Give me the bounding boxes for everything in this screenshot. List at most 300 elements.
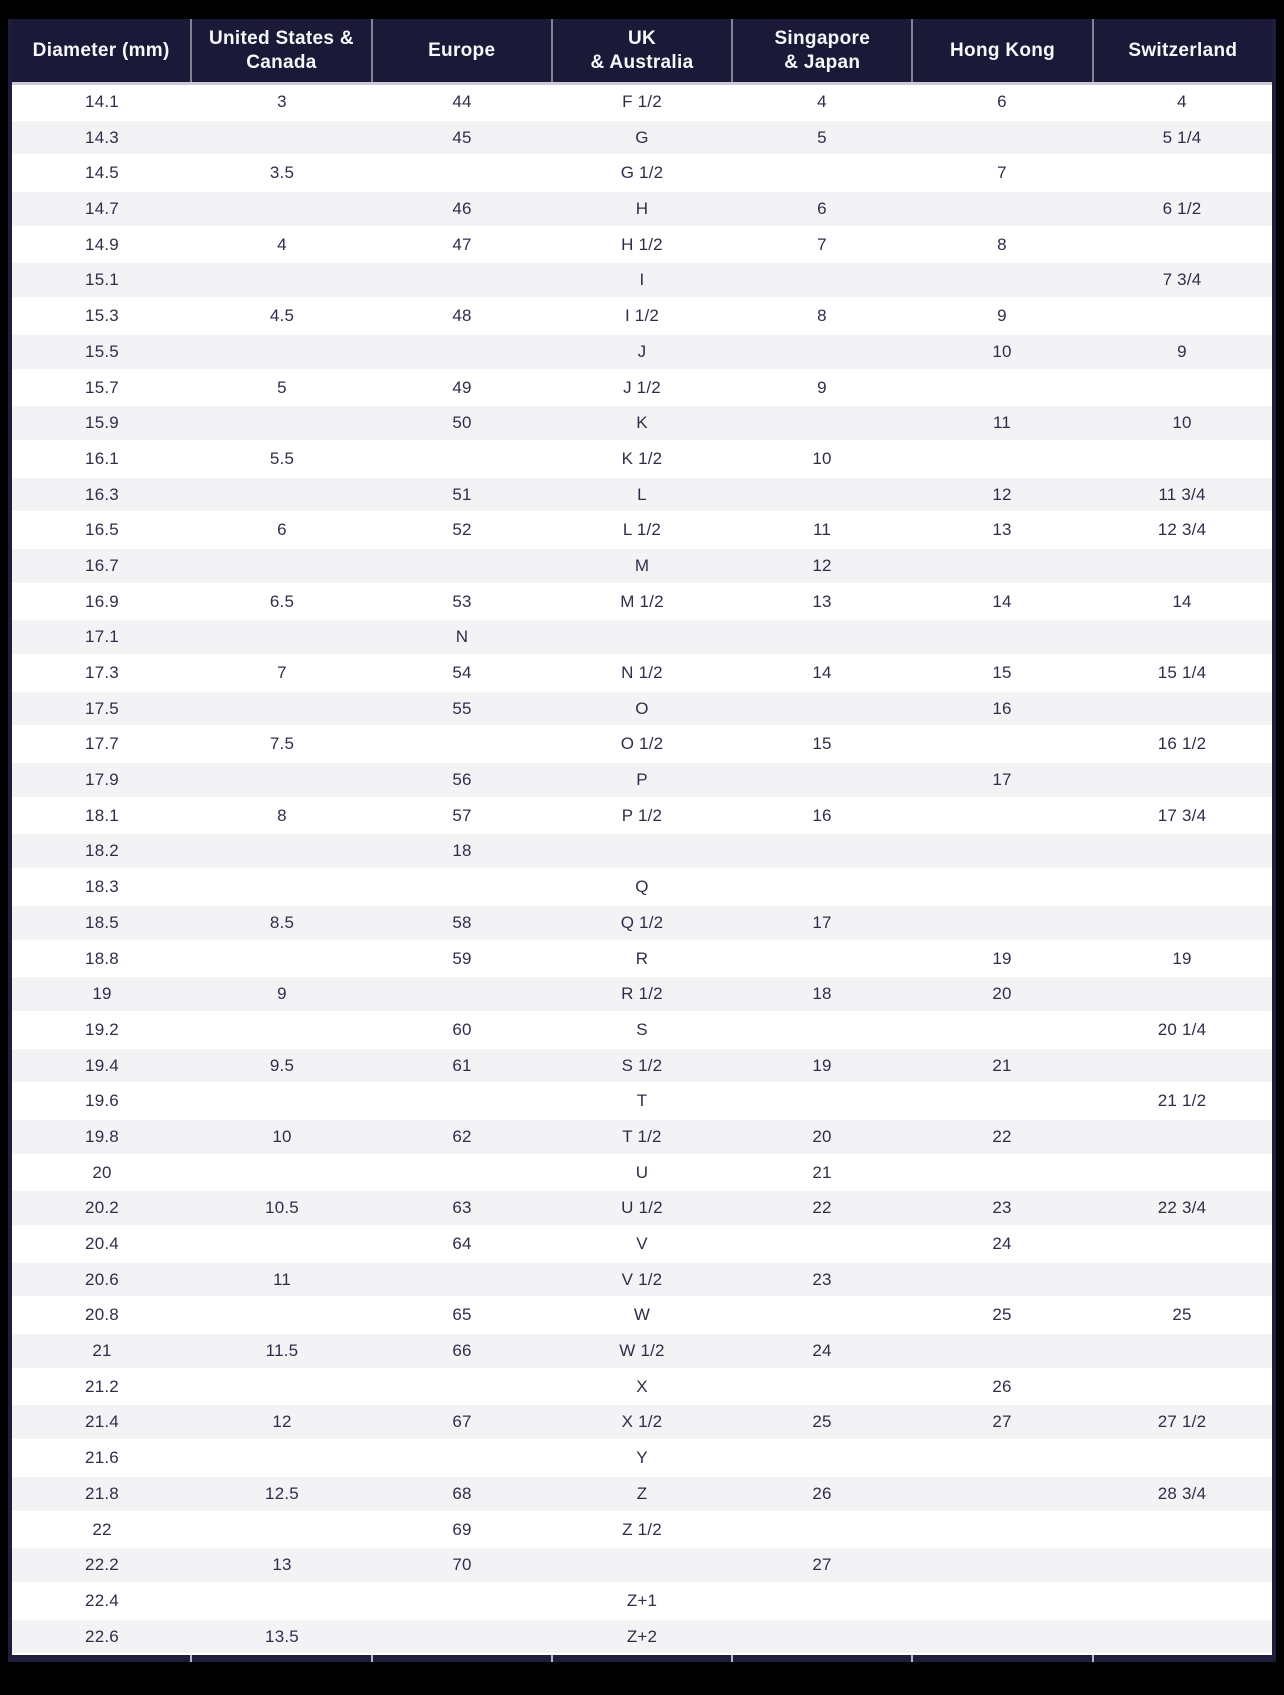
table-cell (912, 1156, 1092, 1190)
table-cell: 18.5 (12, 906, 192, 940)
table-cell: Q 1/2 (552, 906, 732, 940)
table-row (12, 549, 1272, 585)
table-cell (1092, 1584, 1272, 1618)
table-cell: 4 (1092, 85, 1272, 119)
table-cell: 10 (192, 1120, 372, 1154)
table-cell: W (552, 1298, 732, 1332)
table-cell: 13 (732, 585, 912, 619)
table-cell: 20.2 (12, 1191, 192, 1225)
table-cell (912, 1441, 1092, 1475)
table-cell: 45 (372, 121, 552, 155)
table-header-row (12, 19, 1272, 85)
table-cell (1092, 692, 1272, 726)
table-cell: 7 (912, 156, 1092, 190)
table-cell (372, 156, 552, 190)
table-cell (1092, 977, 1272, 1011)
table-cell: 17.9 (12, 763, 192, 797)
table-cell: X (552, 1370, 732, 1404)
table-cell: 6 (912, 85, 1092, 119)
table-cell (372, 870, 552, 904)
table-row (12, 1620, 1272, 1656)
table-cell (372, 263, 552, 297)
table-cell: 8.5 (192, 906, 372, 940)
table-cell: 16.1 (12, 442, 192, 476)
table-row (12, 620, 1272, 656)
header-cell-hong-kong (911, 19, 1091, 82)
table-cell: 19 (12, 977, 192, 1011)
table-cell: 27 1/2 (1092, 1405, 1272, 1439)
table-cell (192, 406, 372, 440)
table-cell: 49 (372, 371, 552, 405)
table-cell: 67 (372, 1405, 552, 1439)
table-cell: 11 (912, 406, 1092, 440)
table-cell (912, 1084, 1092, 1118)
table-cell (1092, 156, 1272, 190)
table-row (12, 1513, 1272, 1549)
table-cell: 20 1/4 (1092, 1013, 1272, 1047)
table-cell: W 1/2 (552, 1334, 732, 1368)
table-cell: 19.8 (12, 1120, 192, 1154)
table-cell: 20.4 (12, 1227, 192, 1261)
table-cell (192, 1013, 372, 1047)
table-cell: S (552, 1013, 732, 1047)
table-cell: 25 (1092, 1298, 1272, 1332)
table-row (12, 228, 1272, 264)
table-cell: 20.6 (12, 1263, 192, 1297)
table-cell: 9.5 (192, 1049, 372, 1083)
table-cell: 22 (12, 1513, 192, 1547)
table-cell: 59 (372, 942, 552, 976)
table-cell: 21 (732, 1156, 912, 1190)
table-cell: 18 (372, 834, 552, 868)
table-cell: 7 (732, 228, 912, 262)
table-cell: T (552, 1084, 732, 1118)
table-cell: 23 (912, 1191, 1092, 1225)
table-cell (372, 1156, 552, 1190)
table-cell: 8 (732, 299, 912, 333)
table-cell (1092, 1620, 1272, 1654)
table-cell: 55 (372, 692, 552, 726)
table-cell: 68 (372, 1477, 552, 1511)
table-cell (372, 1370, 552, 1404)
table-cell: 27 (732, 1548, 912, 1582)
table-cell (912, 1263, 1092, 1297)
header-cell-switzerland (1092, 19, 1272, 82)
table-cell: L 1/2 (552, 513, 732, 547)
table-cell (552, 834, 732, 868)
table-cell (732, 1620, 912, 1654)
table-cell: N (372, 620, 552, 654)
bottom-border-segment (553, 1655, 731, 1662)
table-row (12, 478, 1272, 514)
table-cell (912, 121, 1092, 155)
table-cell (1092, 834, 1272, 868)
table-cell: H (552, 192, 732, 226)
table-cell: 12.5 (192, 1477, 372, 1511)
table-row (12, 1370, 1272, 1406)
table-cell: 7 3/4 (1092, 263, 1272, 297)
table-row (12, 942, 1272, 978)
table-cell: 15.5 (12, 335, 192, 369)
table-cell: 17.5 (12, 692, 192, 726)
table-cell (552, 620, 732, 654)
table-cell (372, 727, 552, 761)
table-cell: 15 (732, 727, 912, 761)
table-cell: 8 (912, 228, 1092, 262)
table-cell: 54 (372, 656, 552, 690)
table-cell: O 1/2 (552, 727, 732, 761)
table-row (12, 1263, 1272, 1299)
table-row (12, 263, 1272, 299)
table-cell: 19 (732, 1049, 912, 1083)
table-cell: 21 (12, 1334, 192, 1368)
table-cell: 3.5 (192, 156, 372, 190)
table-row (12, 1334, 1272, 1370)
table-cell: F 1/2 (552, 85, 732, 119)
table-cell (912, 263, 1092, 297)
table-cell (192, 263, 372, 297)
header-label-line: United States & (208, 28, 354, 50)
table-cell: 18.3 (12, 870, 192, 904)
table-row (12, 1441, 1272, 1477)
table-cell: 16.5 (12, 513, 192, 547)
table-cell (732, 1441, 912, 1475)
table-cell: 9 (1092, 335, 1272, 369)
table-cell: 63 (372, 1191, 552, 1225)
header-cell-united-states-canada (190, 19, 370, 82)
table-cell (192, 1370, 372, 1404)
table-cell (912, 799, 1092, 833)
table-cell: 61 (372, 1049, 552, 1083)
table-cell: 6 1/2 (1092, 192, 1272, 226)
table-cell: 20 (732, 1120, 912, 1154)
table-cell: 9 (192, 977, 372, 1011)
table-cell: 10 (1092, 406, 1272, 440)
table-cell (1092, 1049, 1272, 1083)
table-cell: 69 (372, 1513, 552, 1547)
table-row (12, 727, 1272, 763)
table-cell: 22.4 (12, 1584, 192, 1618)
table-cell (1092, 442, 1272, 476)
table-row (12, 1298, 1272, 1334)
table-cell: 56 (372, 763, 552, 797)
table-cell: 18.2 (12, 834, 192, 868)
table-row (12, 692, 1272, 728)
table-cell (192, 1513, 372, 1547)
table-cell: 15.3 (12, 299, 192, 333)
table-cell: P (552, 763, 732, 797)
table-cell: 65 (372, 1298, 552, 1332)
table-cell: 14.3 (12, 121, 192, 155)
table-cell (192, 1227, 372, 1261)
table-cell: 17 (912, 763, 1092, 797)
table-row (12, 371, 1272, 407)
bottom-border-segment (913, 1655, 1091, 1662)
table-row (12, 442, 1272, 478)
table-cell: 16 (912, 692, 1092, 726)
table-cell (1092, 1441, 1272, 1475)
table-cell: 7 (192, 656, 372, 690)
table-cell (912, 192, 1092, 226)
table-cell (1092, 1156, 1272, 1190)
table-row (12, 763, 1272, 799)
table-cell: 12 (192, 1405, 372, 1439)
table-cell: 12 (912, 478, 1092, 512)
table-cell: I (552, 263, 732, 297)
table-cell: 64 (372, 1227, 552, 1261)
table-cell (732, 1013, 912, 1047)
header-label-line: Diameter (mm) (32, 39, 170, 61)
table-cell: 19.4 (12, 1049, 192, 1083)
table-cell: R 1/2 (552, 977, 732, 1011)
table-cell: 13 (192, 1548, 372, 1582)
table-cell (732, 834, 912, 868)
table-cell (1092, 1227, 1272, 1261)
table-cell: 44 (372, 85, 552, 119)
table-cell (192, 942, 372, 976)
table-cell: 28 3/4 (1092, 1477, 1272, 1511)
table-cell: K (552, 406, 732, 440)
table-bottom-border (12, 1655, 1272, 1662)
table-cell: 48 (372, 299, 552, 333)
table-body (12, 85, 1272, 1655)
table-cell (732, 1370, 912, 1404)
header-label-line: Hong Kong (950, 39, 1056, 61)
table-cell: 66 (372, 1334, 552, 1368)
table-cell: 27 (912, 1405, 1092, 1439)
table-cell (1092, 371, 1272, 405)
table-cell: Q (552, 870, 732, 904)
header-label-line: Singapore (774, 28, 871, 50)
table-cell: 16.7 (12, 549, 192, 583)
table-cell: 17.3 (12, 656, 192, 690)
table-cell: 5 1/4 (1092, 121, 1272, 155)
table-row (12, 906, 1272, 942)
table-cell (732, 1584, 912, 1618)
table-row (12, 299, 1272, 335)
table-cell: 53 (372, 585, 552, 619)
table-cell: 9 (912, 299, 1092, 333)
bottom-border-segment (373, 1655, 551, 1662)
table-cell: Z+1 (552, 1584, 732, 1618)
header-cell-singapore-japan (731, 19, 911, 82)
table-row (12, 121, 1272, 157)
header-cell-europe (371, 19, 551, 82)
table-cell (372, 549, 552, 583)
table-row (12, 834, 1272, 870)
table-cell: 57 (372, 799, 552, 833)
table-cell (912, 442, 1092, 476)
table-row (12, 1049, 1272, 1085)
table-cell: M 1/2 (552, 585, 732, 619)
table-row (12, 585, 1272, 621)
table-cell (912, 620, 1092, 654)
table-cell (1092, 906, 1272, 940)
table-cell: 7.5 (192, 727, 372, 761)
bottom-border-segment (192, 1655, 370, 1662)
table-row (12, 1120, 1272, 1156)
table-cell: 22 3/4 (1092, 1191, 1272, 1225)
table-row (12, 1477, 1272, 1513)
header-label-line: UK (627, 28, 656, 50)
table-cell (192, 620, 372, 654)
table-cell: 22 (912, 1120, 1092, 1154)
table-cell (372, 335, 552, 369)
table-cell (732, 1227, 912, 1261)
table-cell: O (552, 692, 732, 726)
table-cell (192, 192, 372, 226)
table-cell: 21 1/2 (1092, 1084, 1272, 1118)
table-cell (192, 121, 372, 155)
table-cell: 51 (372, 478, 552, 512)
table-row (12, 1013, 1272, 1049)
table-cell (1092, 1370, 1272, 1404)
table-row (12, 870, 1272, 906)
table-cell: 4.5 (192, 299, 372, 333)
table-cell: 19.2 (12, 1013, 192, 1047)
table-row (12, 1191, 1272, 1227)
table-cell: 17 3/4 (1092, 799, 1272, 833)
table-cell: 19 (1092, 942, 1272, 976)
table-cell: 14 (732, 656, 912, 690)
table-cell: M (552, 549, 732, 583)
table-cell: 11.5 (192, 1334, 372, 1368)
table-row (12, 1227, 1272, 1263)
table-cell: 22 (732, 1191, 912, 1225)
table-cell: U (552, 1156, 732, 1190)
table-cell: Z (552, 1477, 732, 1511)
table-cell: 18.1 (12, 799, 192, 833)
table-cell: 10 (732, 442, 912, 476)
table-cell (732, 942, 912, 976)
table-cell (1092, 299, 1272, 333)
table-cell (192, 1156, 372, 1190)
table-cell: 16.9 (12, 585, 192, 619)
table-row (12, 1084, 1272, 1120)
table-cell: 22.6 (12, 1620, 192, 1654)
table-cell: 26 (732, 1477, 912, 1511)
table-cell (912, 1584, 1092, 1618)
table-row (12, 513, 1272, 549)
table-cell: 24 (732, 1334, 912, 1368)
table-cell: 5 (192, 371, 372, 405)
table-cell (912, 1477, 1092, 1511)
table-cell (372, 1584, 552, 1618)
table-cell: 6.5 (192, 585, 372, 619)
table-cell: 17 (732, 906, 912, 940)
table-cell: P 1/2 (552, 799, 732, 833)
table-cell: 5 (732, 121, 912, 155)
table-cell: 15 1/4 (1092, 656, 1272, 690)
table-cell (372, 1084, 552, 1118)
table-cell: 14.7 (12, 192, 192, 226)
table-cell (732, 870, 912, 904)
table-cell (732, 478, 912, 512)
table-cell: 21.2 (12, 1370, 192, 1404)
bottom-border-segment (733, 1655, 911, 1662)
table-cell: 13 (912, 513, 1092, 547)
table-row (12, 656, 1272, 692)
table-cell: 4 (192, 228, 372, 262)
table-row (12, 192, 1272, 228)
table-cell: T 1/2 (552, 1120, 732, 1154)
table-cell (192, 549, 372, 583)
table-cell: G 1/2 (552, 156, 732, 190)
table-cell: 25 (912, 1298, 1092, 1332)
table-cell (732, 335, 912, 369)
table-cell: 26 (912, 1370, 1092, 1404)
table-cell: Z+2 (552, 1620, 732, 1654)
table-cell (912, 727, 1092, 761)
table-cell: 21.4 (12, 1405, 192, 1439)
table-cell: 46 (372, 192, 552, 226)
table-cell (912, 1620, 1092, 1654)
table-cell (372, 977, 552, 1011)
table-cell (372, 1441, 552, 1475)
header-label-line: Europe (428, 39, 496, 61)
table-cell (732, 263, 912, 297)
table-cell (912, 906, 1092, 940)
table-cell (732, 692, 912, 726)
table-cell: 14.1 (12, 85, 192, 119)
header-label-line: Canada (246, 51, 317, 73)
table-cell (192, 1441, 372, 1475)
table-cell: 11 3/4 (1092, 478, 1272, 512)
table-cell: 3 (192, 85, 372, 119)
table-cell (1092, 1513, 1272, 1547)
table-cell: 15.7 (12, 371, 192, 405)
table-cell: G (552, 121, 732, 155)
table-cell: 20 (912, 977, 1092, 1011)
table-cell: R (552, 942, 732, 976)
table-cell (732, 156, 912, 190)
table-cell: 14 (912, 585, 1092, 619)
table-cell: V 1/2 (552, 1263, 732, 1297)
table-cell: 14.9 (12, 228, 192, 262)
table-cell: 15.9 (12, 406, 192, 440)
table-row (12, 156, 1272, 192)
table-cell: 58 (372, 906, 552, 940)
table-cell: 6 (732, 192, 912, 226)
table-cell: V (552, 1227, 732, 1261)
table-cell (732, 1084, 912, 1118)
header-label-line: Switzerland (1128, 39, 1238, 61)
table-cell: 15.1 (12, 263, 192, 297)
table-cell (372, 442, 552, 476)
table-cell: U 1/2 (552, 1191, 732, 1225)
header-cell-uk-australia (551, 19, 731, 82)
table-cell: 19 (912, 942, 1092, 976)
table-cell: 21 (912, 1049, 1092, 1083)
table-cell: 24 (912, 1227, 1092, 1261)
table-row (12, 1584, 1272, 1620)
table-cell: 21.6 (12, 1441, 192, 1475)
table-cell: S 1/2 (552, 1049, 732, 1083)
header-label-line: & Australia (590, 51, 694, 73)
table-cell: Y (552, 1441, 732, 1475)
table-row (12, 85, 1272, 121)
table-cell: 18.8 (12, 942, 192, 976)
table-cell: 17.7 (12, 727, 192, 761)
table-cell: 62 (372, 1120, 552, 1154)
table-cell: L (552, 478, 732, 512)
table-row (12, 1405, 1272, 1441)
table-cell: K 1/2 (552, 442, 732, 476)
table-cell (732, 763, 912, 797)
table-cell: 10 (912, 335, 1092, 369)
table-cell (732, 406, 912, 440)
table-cell (912, 1548, 1092, 1582)
